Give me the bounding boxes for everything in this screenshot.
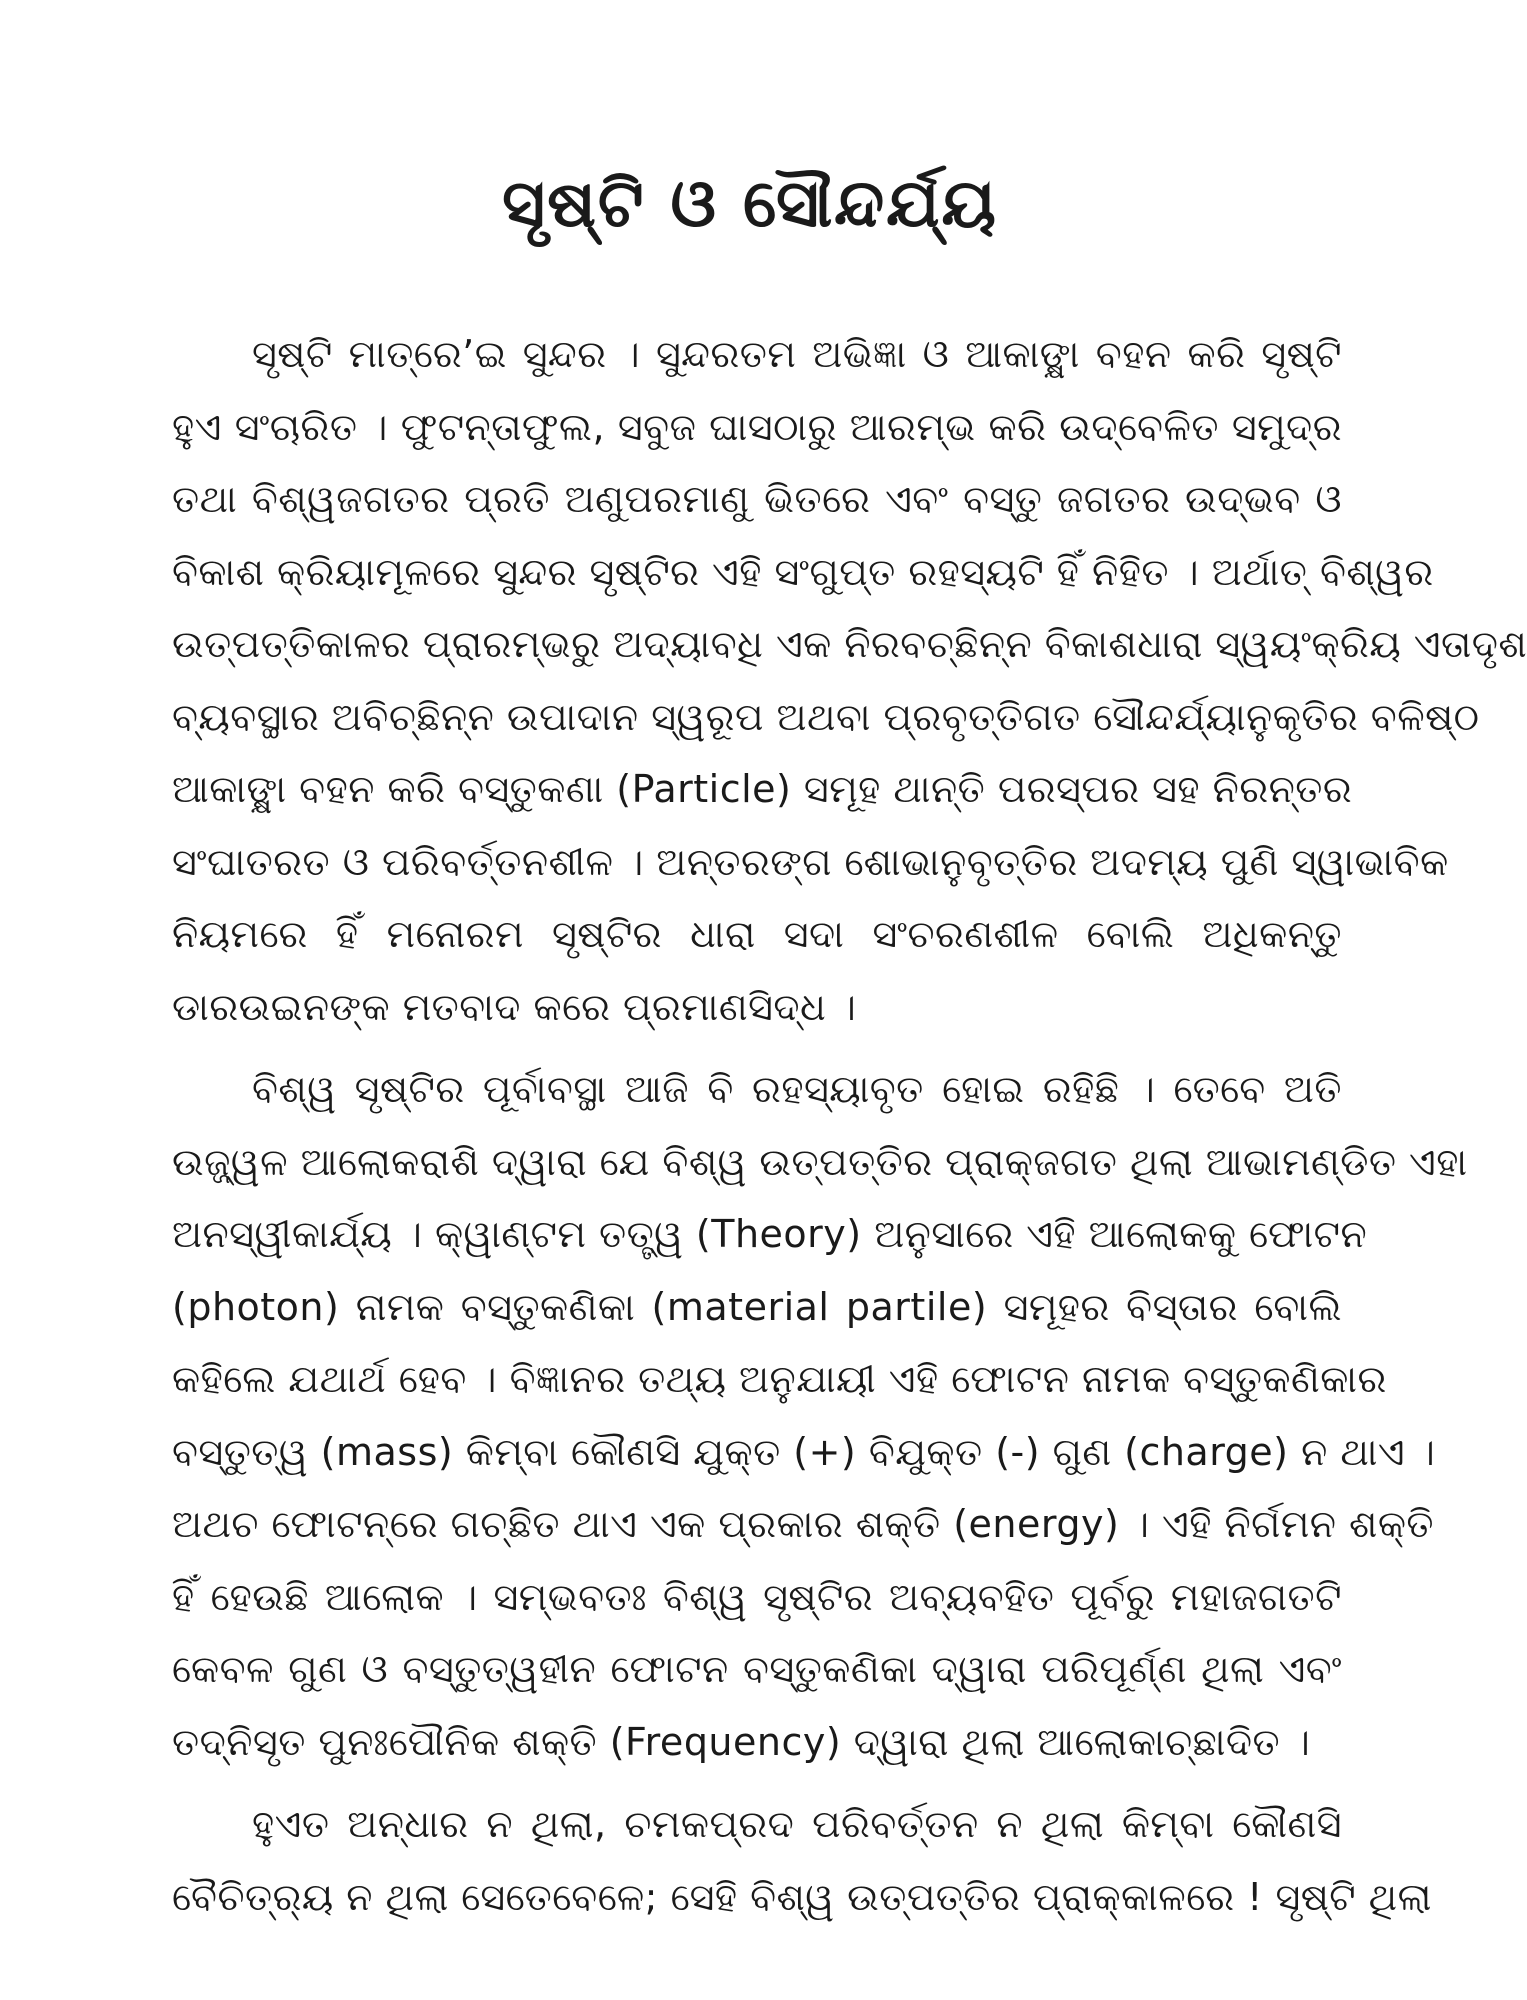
text-line: ସୃଷ୍ଟି ମାତ୍ରେ’ଇ ସୁନ୍ଦର । ସୁନ୍ଦରତମ ଅଭିଜ୍ଞା ଓ ଆକାଙ୍କ୍ଷା ବହନ କରି ସୃଷ୍ଟି bbox=[252, 332, 1342, 376]
text-line: ବ୍ୟବସ୍ଥାର ଅବିଚ୍ଛିନ୍ନ ଉପାଦାନ ସ୍ୱରୂପ ଅଥବା ପ୍ରବୃତ୍ତିଗତ ସୌନ୍ଦର୍ଯ୍ୟାନୁକୃତିର ବଳିଷ୍ଠ bbox=[172, 694, 1480, 739]
text-line: ସଂଘାତରତ ଓ ପରିବର୍ତ୍ତନଶୀଳ । ଅନ୍ତରଙ୍ଗ ଶୋଭାନୁବୃତ୍ତିର ଅଦମ୍ୟ ପୁଣି ସ୍ୱାଭାବିକ bbox=[172, 839, 1449, 884]
body-text bbox=[172, 318, 1527, 1943]
text-line: ଉଜ୍ଜ୍ୱଳ ଆଲୋକରାଶି ଦ୍ୱାରା ଯେ ବିଶ୍ୱ ଉତ୍ପତ୍ତିର ପ୍ରାକ୍‌ଜଗତ ଥିଲା ଆଭାମଣ୍ଡିତ ଏହା bbox=[172, 1139, 1468, 1184]
text-line: ଅଥଚ ଫୋଟନ୍‌ରେ ଗଚ୍ଛିତ ଥାଏ ଏକ ପ୍ରକାର ଶକ୍ତି (energy) । ଏହି ନିର୍ଗମନ ଶକ୍ତି bbox=[172, 1502, 1434, 1546]
text-line: ଅନସ୍ୱୀକାର୍ଯ୍ୟ । କ୍ୱାଣ୍ଟମ ତତ୍ତ୍ୱ (Theory) ଅନୁସାରେ ଏହି ଆଲୋକକୁ ଫୋଟନ bbox=[172, 1212, 1368, 1256]
text-line: କହିଲେ ଯଥାର୍ଥ ହେବ । ବିଜ୍ଞାନର ତଥ୍ୟ ଅନୁଯାୟୀ ଏହି ଫୋଟନ ନାମକ ବସ୍ତୁକଣିକାର bbox=[172, 1357, 1387, 1401]
text-line: ବିଶ୍ୱ ସୃଷ୍ଟିର ପୂର୍ବାବସ୍ଥା ଆଜି ବି ରହସ୍ୟାବୃତ ହୋଇ ରହିଛି । ତେବେ ଅତି bbox=[252, 1067, 1342, 1111]
text-line: ଡାରଉଇନଙ୍କ ମତବାଦ କରେ ପ୍ରମାଣସିଦ୍ଧ । bbox=[172, 984, 857, 1029]
text-line: (photon) ନାମକ ବସ୍ତୁକଣିକା (material partile) ସମୂହର ବିସ୍ତାର ବୋଲି bbox=[172, 1284, 1342, 1329]
paragraph-1 bbox=[172, 318, 1527, 1043]
text-line: ତଥା ବିଶ୍ୱଜଗତର ପ୍ରତି ଅଣୁପରମାଣୁ ଭିତରେ ଏବଂ ବସ୍ତୁ ଜଗତର ଉଦ୍ଭବ ଓ bbox=[172, 477, 1342, 521]
text-line: ଆକାଙ୍କ୍ଷା ବହନ କରି ବସ୍ତୁକଣା (Particle) ସମୂହ ଥାନ୍ତି ପରସ୍ପର ସହ ନିରନ୍ତର bbox=[172, 767, 1353, 811]
text-line: କେବଳ ଗୁଣ ଓ ବସ୍ତୁତ୍ୱହୀନ ଫୋଟନ ବସ୍ତୁକଣିକା ଦ୍ୱାରା ପରିପୂର୍ଣ୍ଣ ଥିଲା ଏବଂ bbox=[172, 1647, 1342, 1691]
text-line: ହୁଏ ସଂଚାରିତ । ଫୁଟନ୍ତାଫୁଲ, ସବୁଜ ଘାସଠାରୁ ଆରମ୍ଭ କରି ଉଦ୍‌ବେଳିତ ସମୁଦ୍ର bbox=[172, 404, 1342, 449]
text-line: ନିୟମରେ ହିଁ ମନୋରମ ସୃଷ୍ଟିର ଧାରା ସଦା ସଂଚରଣଶୀଳ ବୋଲି ଅଧିକନ୍ତୁ bbox=[172, 912, 1342, 956]
page-title: ସୃଷ୍ଟି ଓ ସୌନ୍ଦର୍ଯ୍ୟ bbox=[502, 165, 998, 242]
text-line: ହିଁ ହେଉଛି ଆଲୋକ । ସମ୍ଭବତଃ ବିଶ୍ୱ ସୃଷ୍ଟିର ଅବ୍ୟବହିତ ପୂର୍ବରୁ ମହାଜଗତଟି bbox=[172, 1574, 1342, 1619]
paragraph-3 bbox=[172, 1788, 1432, 1933]
text-line: ଉତ୍ପତ୍ତିକାଳର ପ୍ରାରମ୍ଭରୁ ଅଦ୍ୟାବଧି ଏକ ନିରବଚ୍ଛିନ୍ନ ବିକାଶଧାରା ସ୍ୱୟଂକ୍ରିୟ ଏତାଦୃଶ bbox=[172, 622, 1527, 666]
text-line: ବସ୍ତୁତ୍ୱ (mass) କିମ୍ବା କୌଣସି ଯୁକ୍ତ (+) ବିଯୁକ୍ତ (-) ଗୁଣ (charge) ନ ଥାଏ । bbox=[172, 1429, 1436, 1474]
paragraph-2 bbox=[172, 1053, 1468, 1778]
text-line: ତଦ୍‌ନିସୃତ ପୁନଃପୌନିକ ଶକ୍ତି (Frequency) ଦ୍ୱାରା ଥିଲା ଆଲୋକାଚ୍ଛାଦିତ । bbox=[172, 1719, 1311, 1764]
text-line: ହୁଏତ ଅନ୍ଧାର ନ ଥିଲା, ଚମକପ୍ରଦ ପରିବର୍ତ୍ତନ ନ ଥିଲା କିମ୍ବା କୌଣସି bbox=[252, 1802, 1342, 1846]
text-line: ବିକାଶ କ୍ରିୟାମୂଳରେ ସୁନ୍ଦର ସୃଷ୍ଟିର ଏହି ସଂଗୁପ୍ତ ରହସ୍ୟଟି ହିଁ ନିହିତ । ଅର୍ଥାତ୍ ବିଶ୍ୱର bbox=[172, 549, 1434, 594]
text-line: ବୈଚିତ୍ର୍ୟ ନ ଥିଲା ସେତେବେଳେ; ସେହି ବିଶ୍ୱ ଉତ୍ପତ୍ତିର ପ୍ରାକ୍‌କାଳରେ ! ସୃଷ୍ଟି ଥିଲା bbox=[172, 1874, 1432, 1919]
